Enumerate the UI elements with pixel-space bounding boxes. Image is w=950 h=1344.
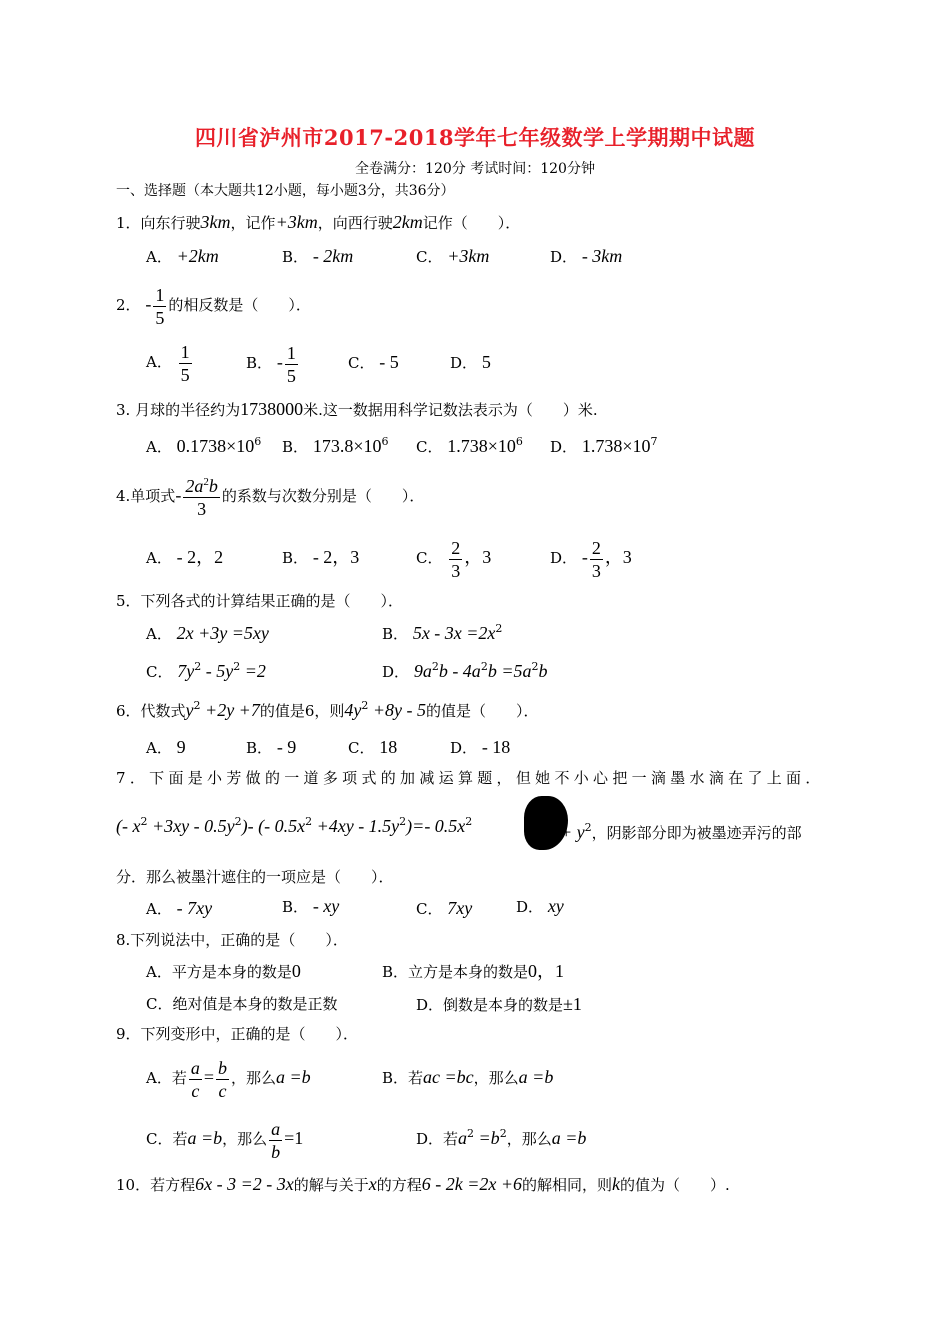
q4-option-d: D． - $\frac{2}{3}$ ，3 [550,537,632,581]
q6-option-c: C． 18 [348,737,398,757]
fraction: $\frac{1}{5}$ [155,284,165,328]
q1-option-a: A． +2km [146,246,219,266]
q4-option-c: C． $\frac{2}{3}$ ，3 [416,537,492,581]
section-heading: 一、选择题（本大题共12小题，每小题3分，共36分） [116,183,455,199]
q7-equation-tail: + $y^2$，阴影部分即为被墨迹弄污的部 [560,821,802,842]
question-8: 8.下列说法中，正确的是（ ）． [116,931,348,949]
q6-option-b: B． - 9 [246,737,297,757]
q7-line3: 分．那么被墨汁遮住的一项应是（ ）． [116,868,394,886]
q8-option-c: C．绝对值是本身的数是正数 [146,995,338,1013]
q1-option-c: C． +3km [416,246,490,266]
q2-option-c: C． - 5 [348,352,399,372]
q7-option-b: B． - xy [282,896,340,916]
question-9: 9．下列变形中，正确的是（ ）． [116,1025,359,1043]
q9-option-c: C．若a =b，那么 $\frac{a}{b}$ =1 [146,1118,304,1162]
question-5: 5．下列各式的计算结果正确的是（ ）． [116,592,404,610]
q3-option-d: D． $1.738\times 10^7$ [550,435,658,456]
q4-option-b: B． - 2，3 [282,547,360,567]
question-3: 3. 月球的半径约为1738000米.这一数据用科学记数法表示为（ ）米. [116,399,598,419]
q3-option-b: B． $173.8\times 10^6$ [282,435,389,456]
question-6: 6．代数式$y^2 +2y +7$的值是6，则$4y^2 +8y - 5$的值是（ ）． [116,699,539,720]
q6-option-d: D． - 18 [450,737,511,757]
q7-option-c: C． 7xy [416,898,473,918]
q6-option-a: A． 9 [146,737,186,757]
q5-option-c: C． $7y^2 - 5y^2 =2$ [146,660,266,681]
q8-option-d: D．倒数是本身的数是±1 [416,994,582,1014]
question-1: 1．向东行驶3km，记作+3km，向西行驶2km记作（ ）． [116,212,521,232]
question-2: 2． - $\frac{1}{5}$ 的相反数是（ ）． [116,284,311,328]
q3-option-a: A． $0.1738\times 10^6$ [146,435,262,456]
q7-option-d: D． xy [516,896,564,916]
q4-option-a: A． - 2，2 [146,547,224,567]
q2-option-b: B． - $\frac{1}{5}$ [246,342,296,386]
q8-option-b: B．立方是本身的数是0，1 [382,961,565,981]
q1-option-b: B． - 2km [282,246,354,266]
q5-option-b: B． $5x - 3x =2x^2$ [382,622,503,643]
q9-option-d: D．若$a^2 =b^2$，那么a =b [416,1127,587,1148]
question-7: 7．下面是小芳做的一道多项式的加减运算题，但她不小心把一滴墨水滴在了上面． [116,769,825,787]
q7-equation: (- $x^2 +3xy - 0.5y^2)-$ (- $0.5x^2 +4xy - 1.5y^2)=-$ $0.5x^2$ [116,815,473,836]
q8-option-a: A．平方是本身的数是0 [146,961,301,981]
page-title: 四川省泸州市2017-2018学年七年级数学上学期期中试题 [194,125,756,150]
q7-option-a: A． - 7xy [146,898,213,918]
q5-option-a: A． 2x +3y =5xy [146,623,269,643]
q2-option-d: D． 5 [450,352,491,372]
question-4: 4.单项式- $\frac{2a^2b}{3}$ 的系数与次数分别是（ ）． [116,475,425,519]
question-10: 10．若方程6x - 3 =2 - 3x的解与关于x的方程6 - 2k =2x +6的解相同，则k的值为（ ）. [116,1174,730,1194]
q2-option-a: A． $\frac{1}{5}$ [146,341,190,385]
q9-option-a: A．若 $\frac{a}{c}$ = $\frac{b}{c}$ ，那么a =b [146,1057,311,1101]
q9-option-b: B．若ac =bc，那么a =b [382,1067,554,1087]
q3-option-c: C． $1.738\times 10^6$ [416,435,523,456]
q1-option-d: D． - 3km [550,246,623,266]
exam-info: 全卷满分：120分 考试时间：120分钟 [355,161,595,177]
q5-option-d: D． $9a^2b - 4a^2b =5a^2b$ [382,660,548,681]
